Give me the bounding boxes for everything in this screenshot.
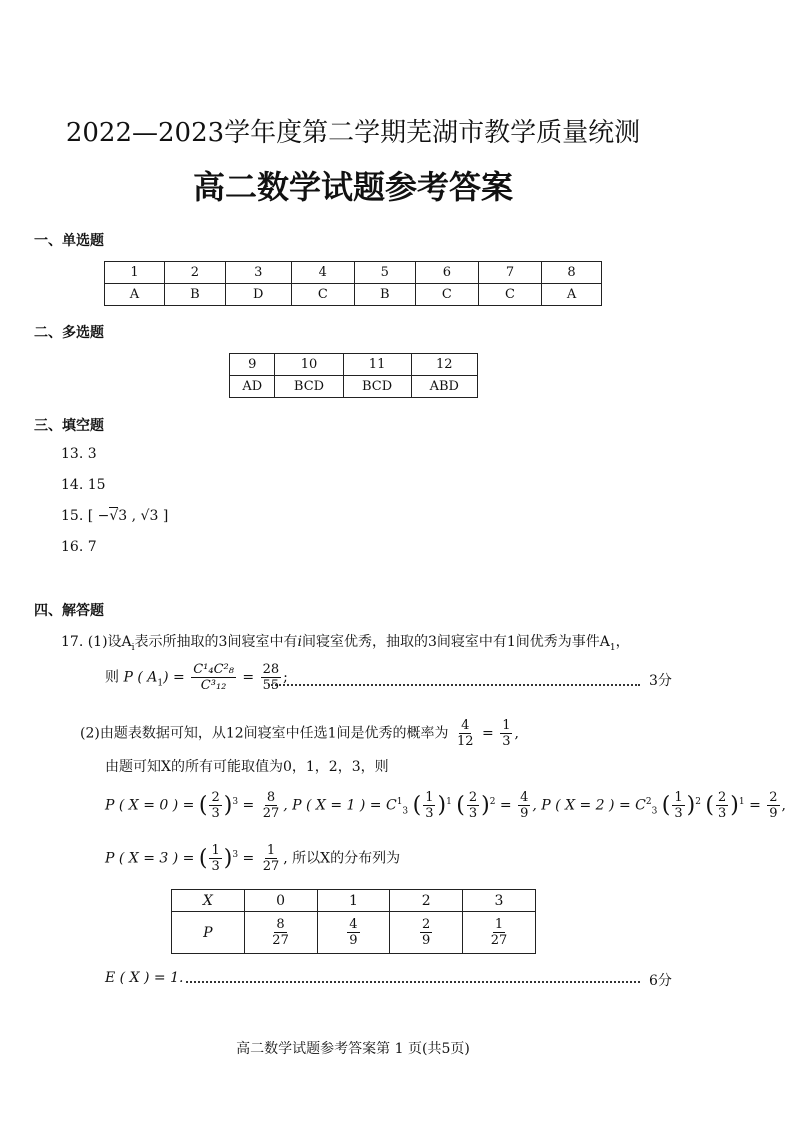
paren: ) <box>481 793 490 818</box>
fraction <box>261 790 282 821</box>
table-cell: 2 <box>164 262 225 284</box>
expected-value: E ( X ) = 1. <box>105 970 184 986</box>
paren: ) <box>730 793 739 818</box>
table-cell: BCD <box>343 376 411 398</box>
denominator: C³₁₂ <box>200 678 227 693</box>
table-cell: 3 <box>225 262 291 284</box>
answer-16: 16. 7 <box>61 539 97 555</box>
denominator: 3 <box>674 806 683 821</box>
formula-text: P ( A <box>123 669 158 686</box>
formula-text: ) = <box>163 669 185 686</box>
fraction <box>209 843 221 874</box>
numerator: 2 <box>422 917 431 932</box>
fraction <box>455 718 476 749</box>
numerator: 1 <box>211 843 220 858</box>
fraction <box>420 917 432 948</box>
answer-15-mid: 3 , <box>118 508 141 524</box>
q17-text: 则 <box>105 669 119 686</box>
subscript: 3 <box>651 806 658 817</box>
paren: ( <box>198 793 208 818</box>
numerator: 1 <box>494 917 504 932</box>
denominator: 27 <box>262 859 280 874</box>
q17-probabilities-line <box>105 790 786 821</box>
paren: ( <box>412 793 422 818</box>
numerator: 28 <box>262 662 280 677</box>
fraction <box>209 790 221 821</box>
fraction <box>518 790 530 821</box>
table-cell: 6 <box>415 262 478 284</box>
numerator: 4 <box>461 718 470 733</box>
denominator: 9 <box>769 806 778 821</box>
answer-13: 13. 3 <box>61 446 97 462</box>
paren: ) <box>223 846 233 871</box>
formula-text: , P ( X = 2 ) = C <box>532 797 646 814</box>
answer-14: 14. 15 <box>61 477 106 493</box>
paren: ( <box>198 846 208 871</box>
table-cell: C <box>478 284 541 306</box>
sqrt-symbol: √ <box>109 508 119 524</box>
numerator: 8 <box>276 917 285 932</box>
table-cell <box>390 912 463 954</box>
equals-sign: = <box>242 669 255 686</box>
q17-text: , 所以X的分布列为 <box>283 850 401 867</box>
q17-part1-statement <box>61 631 630 653</box>
numerator: 1 <box>674 790 683 805</box>
exponent: 2 <box>695 796 701 807</box>
section-single-choice: 一、单选题 <box>34 233 104 249</box>
equals-sign: = <box>242 797 255 814</box>
table-row <box>172 890 536 912</box>
q17-px3-line <box>105 843 400 874</box>
variable-i: i <box>297 634 302 650</box>
numerator: 4 <box>349 917 358 932</box>
exponent: 2 <box>489 796 496 807</box>
dotted-leader <box>186 981 640 983</box>
exponent: 3 <box>232 796 239 807</box>
table-row <box>105 262 602 284</box>
answer-15-end: 3 ] <box>149 508 169 524</box>
fraction <box>261 662 282 693</box>
denominator: 9 <box>520 806 529 821</box>
subscript: i <box>131 642 135 653</box>
fraction <box>261 843 282 874</box>
table-header-cell: X <box>172 890 245 912</box>
fraction <box>423 790 435 821</box>
table-cell <box>463 912 536 954</box>
denominator: 3 <box>502 734 511 749</box>
denominator: 12 <box>457 734 474 749</box>
numerator: 2 <box>718 790 727 805</box>
table-row <box>230 376 478 398</box>
exponent: 1 <box>738 796 745 807</box>
equals-sign: = <box>499 797 512 814</box>
fraction <box>467 790 479 821</box>
section-multi-choice: 二、多选题 <box>34 325 104 341</box>
table-cell: 4 <box>291 262 354 284</box>
q17-text: 间寝室优秀，抽取的3间寝室中有1间优秀为事件A <box>301 634 610 650</box>
table-cell: C <box>291 284 354 306</box>
table-cell: A <box>105 284 165 306</box>
table-cell: B <box>164 284 225 306</box>
table-row <box>230 354 478 376</box>
numerator: C¹₄C²₈ <box>193 662 234 677</box>
q17-x-values: 由题可知X的所有可能取值为0，1，2，3，则 <box>105 759 389 775</box>
paren: ) <box>437 793 447 818</box>
numerator: 8 <box>266 790 276 805</box>
formula-text: P ( X = 0 ) = <box>105 797 195 814</box>
table-cell: 11 <box>343 354 411 376</box>
paren: ( <box>705 793 715 818</box>
numerator: 2 <box>769 790 778 805</box>
table-cell: 5 <box>354 262 415 284</box>
fraction <box>191 662 236 693</box>
formula-text: P ( X = 3 ) = <box>105 850 195 867</box>
single-choice-table <box>104 261 602 306</box>
paren: ( <box>661 793 671 818</box>
subscript: 3 <box>402 806 409 817</box>
paren: ( <box>456 793 465 818</box>
page-footer: 高二数学试题参考答案第 1 页(共5页) <box>236 1041 470 1057</box>
q17-text: ， <box>615 634 630 650</box>
superscript: 2 <box>645 796 652 807</box>
table-cell: D <box>225 284 291 306</box>
table-cell: 10 <box>275 354 343 376</box>
fraction <box>489 917 510 948</box>
numerator: 1 <box>266 843 276 858</box>
table-cell: 2 <box>390 890 463 912</box>
subscript: 1 <box>157 678 164 689</box>
table-cell: BCD <box>275 376 343 398</box>
denominator: 3 <box>211 859 220 874</box>
numerator: 1 <box>502 718 511 733</box>
numerator: 2 <box>468 790 478 805</box>
numerator: 1 <box>425 790 434 805</box>
paren: ) <box>686 793 696 818</box>
fraction <box>716 790 728 821</box>
table-row <box>172 912 536 954</box>
sqrt-symbol: √ <box>140 508 150 524</box>
dotted-leader <box>268 684 640 686</box>
table-cell <box>244 912 317 954</box>
table-cell: B <box>354 284 415 306</box>
score-3: 3分 <box>649 673 672 689</box>
table-cell: 1 <box>317 890 390 912</box>
denominator: 9 <box>349 933 358 948</box>
answer-15-prefix: 15. [ − <box>61 508 110 524</box>
table-cell: 9 <box>230 354 275 376</box>
punctuation: , <box>781 797 786 814</box>
exam-title-line2: 高二数学试题参考答案 <box>192 168 513 206</box>
punctuation: ; <box>283 669 288 686</box>
section-solution: 四、解答题 <box>34 603 104 619</box>
table-header-cell: P <box>172 912 245 954</box>
denominator: 27 <box>490 933 508 948</box>
table-cell: 7 <box>478 262 541 284</box>
denominator: 3 <box>425 806 434 821</box>
table-row <box>105 284 602 306</box>
distribution-table <box>171 889 536 954</box>
table-cell <box>317 912 390 954</box>
q17-text: (2)由题表数据可知，从12间寝室中任选1间是优秀的概率为 <box>80 725 449 742</box>
table-cell: 8 <box>542 262 602 284</box>
formula-text: , P ( X = 1 ) = C <box>283 797 397 814</box>
fraction <box>500 718 512 749</box>
equals-sign: = <box>482 725 494 742</box>
table-cell: ABD <box>411 376 477 398</box>
exponent: 1 <box>446 796 452 807</box>
table-cell: 12 <box>411 354 477 376</box>
exam-title-line1: 2022—2023学年度第二学期芜湖市教学质量统测 <box>65 118 641 148</box>
fraction <box>270 917 291 948</box>
subscript: 1 <box>609 642 616 653</box>
fraction <box>767 790 779 821</box>
denominator: 3 <box>211 806 220 821</box>
denominator: 27 <box>272 933 289 948</box>
table-cell: C <box>415 284 478 306</box>
score-6: 6分 <box>649 973 672 989</box>
denominator: 3 <box>468 806 478 821</box>
table-cell: AD <box>230 376 275 398</box>
table-cell: 3 <box>463 890 536 912</box>
fraction <box>672 790 684 821</box>
table-cell: 0 <box>244 890 317 912</box>
q17-text: 表示所抽取的3间寝室中有 <box>134 634 298 650</box>
answer-15 <box>61 508 168 524</box>
punctuation: , <box>514 725 519 742</box>
superscript: 1 <box>396 796 403 807</box>
exponent: 3 <box>232 849 239 860</box>
equals-sign: = <box>242 850 255 867</box>
multi-choice-table <box>229 353 478 398</box>
fraction <box>347 917 359 948</box>
table-cell: A <box>542 284 602 306</box>
denominator: 55 <box>262 678 280 693</box>
denominator: 9 <box>422 933 431 948</box>
q17-part2-intro <box>80 718 519 749</box>
section-fill-blank: 三、填空题 <box>34 418 104 434</box>
q17-pa1-formula <box>105 662 288 693</box>
paren: ) <box>223 793 233 818</box>
numerator: 4 <box>520 790 529 805</box>
denominator: 27 <box>262 806 280 821</box>
equals-sign: = <box>749 797 761 814</box>
denominator: 3 <box>718 806 727 821</box>
table-cell: 1 <box>105 262 165 284</box>
numerator: 2 <box>211 790 220 805</box>
q17-text: 17. (1)设A <box>61 634 132 650</box>
